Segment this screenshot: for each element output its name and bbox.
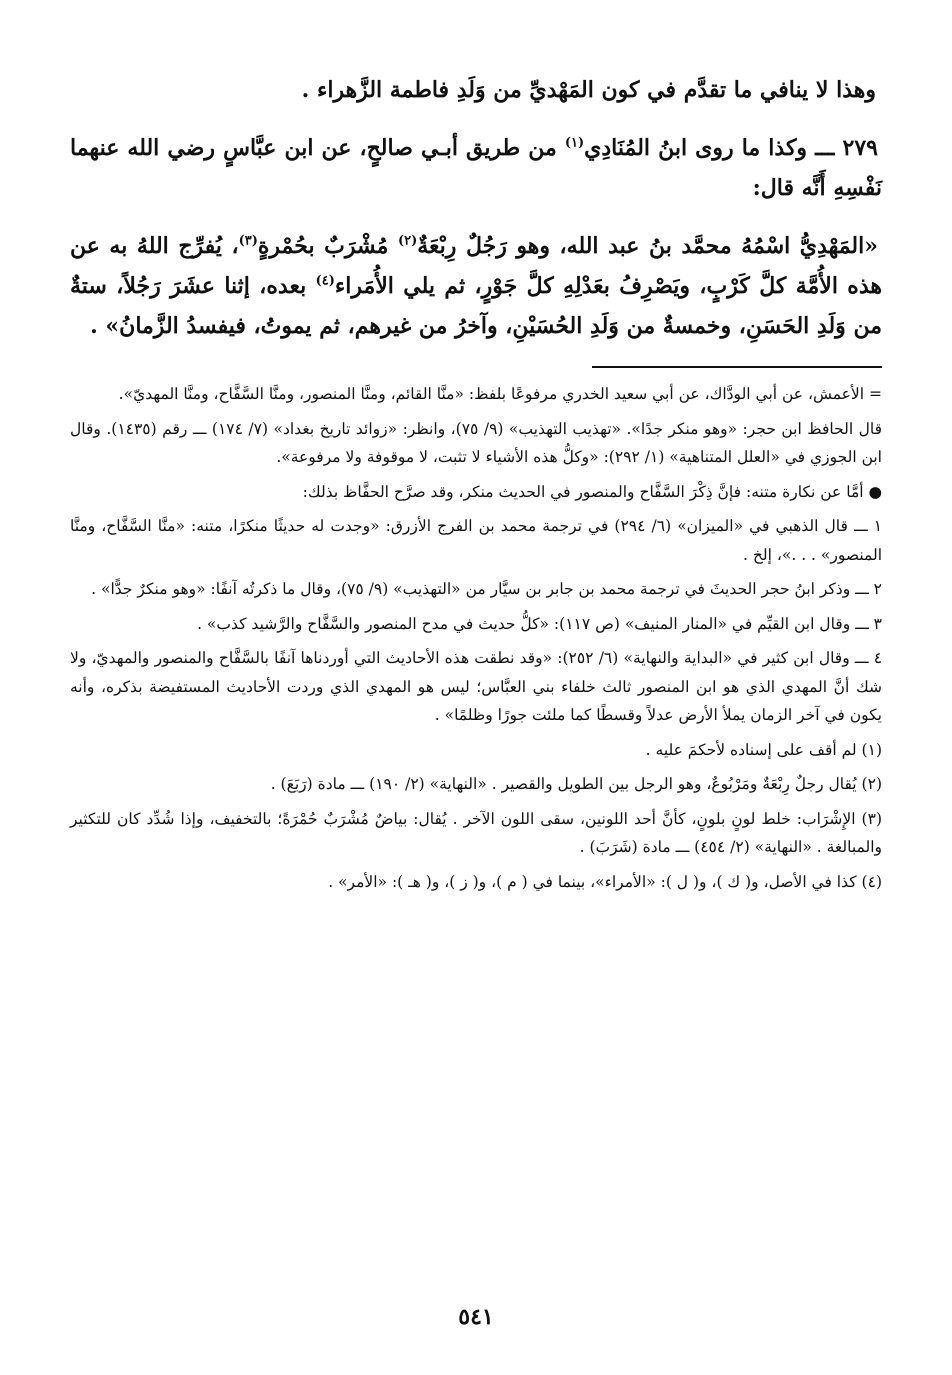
main-text — [70, 70, 882, 346]
footnote-ref-4: (٤) — [315, 273, 335, 289]
intro-paragraph: وهذا لا ينافي ما تقدَّم في كون المَهْديِّ من وَلَدِ فاطمة الزَّهراء . — [301, 77, 876, 103]
note-ibn-hajar: قال الحافظ ابن حجر: «وهو منكر جدًا». «تهذيب التهذيب» (٩/ ٧٥)، وانظر: «زوائد تاريخ بغداد» (٧/ ١٧٤) ـــ رقم (١٤٣٥). وقال ابن الجوزي في «العلل المتناهية» (١/ ٢٩٢): «وكلُّ هذه الأشياء لا تثبت، لا موقوفة ولا مرفوعة». — [70, 419, 883, 466]
footnote-separator — [592, 366, 882, 368]
footnotes — [70, 380, 882, 896]
hadith-body-part-b: مُشْرَبٌ بحُمْرةٍ — [257, 233, 398, 259]
footnote-ref-3: (٣) — [238, 233, 258, 249]
hadith-number-text: ٢٧٩ ـــ وكذا ما روى ابنُ المُنَادِي — [584, 135, 878, 161]
hadith-header-paragraph — [70, 128, 882, 208]
footnote-ref-1: (١) — [564, 135, 585, 151]
hadith-body-part-d: بعده، إثنا عشَرَ رَجُلاً، ستةٌ من وَلَدِ الحَسَنِ، وخمسةٌ من وَلَدِ الحُسَيْنِ، وآخرُ من غيرهم، ثم يموتُ، فيفسدُ الزَّمانُ» . — [70, 273, 882, 339]
note-item-2: ٢ ـــ وذكر ابنُ حجر الحديثَ في ترجمة محمد بن جابر بن سيَّار من «التهذيب» (٩/ ٧٥)، وقال ما ذكرتُه آنفًا: «وهو منكرٌ جدًّا» . — [91, 580, 882, 598]
note-item-3: ٣ ـــ وقال ابن القيِّم في «المنار المنيف» (ص ١١٧): «كلُّ حديث في مدح المنصور والسَّفَّاح والرَّشيد كذب» . — [197, 614, 882, 633]
note-item-4: ٤ ـــ وقال ابن كثير في «البداية والنهاية» (٦/ ٢٥٢): «وقد نطقت هذه الأحاديث التي أوردناها آنفًا بالسَّفَّاح والمنصور والمهديّ، ولا شك أنَّ المهدي الذي هو ابن المنصور ثالث خلفاء بني العبَّاس؛ ليس هو المهدي الذي وردت الأحاديث المستفيضة بذكره، وأنه يكون في آخر الزمان يملأ الأرض عدلاً وقسطًا كما ملئت جورًا وظلمًا» . — [70, 649, 883, 724]
hadith-body-part-c: ، يُفرِّج اللهُ به عن هذه الأُمَّة كلَّ كَرْبٍ، ويَصْرِفُ بعَدْلِهِ كلَّ جَوْرٍ، ثم يلي الأُمَراء — [70, 233, 882, 299]
footnote-ref-2: (٢) — [397, 233, 418, 249]
hadith-chain-text: من طريق أبـي صالحٍ، عن ابن عبَّاسٍ رضي الله عنهما نَفْسِهِ أَنَّه قال: — [70, 135, 882, 201]
hadith-body-paragraph — [70, 226, 882, 346]
footnote-2: (٢) يُقال رجلٌ رِبْعَةٌ ومَرْبُوعٌ، وهو الرجل بين الطويل والقصير . «النهاية» (٢/ ١٩٠) ـــ مادة (رَبَعَ) . — [270, 775, 882, 793]
hadith-body-part-a: «المَهْدِيُّ اسْمُهُ محمَّد بنُ عبد الله، وهو رَجُلٌ رِبْعَةٌ — [417, 233, 878, 259]
note-continuation: = الأعمش، عن أبي الودَّاك، عن أبي سعيد الخدري مرفوعًا بلفظ: «منَّا القائم، ومنَّا المنصور، ومنَّا السَّفَّاح، ومنَّا المهديّ». — [118, 385, 882, 403]
note-item-1: ١ ـــ قال الذهبي في «الميزان» (٦/ ٢٩٤) في ترجمة محمد بن الفرج الأزرق: «وجدت له حديثًا منكرًا، متنه: «منَّا السَّفَّاح، ومنَّا المنصور» . . .»، إلخ . — [70, 517, 883, 564]
footnote-3: (٣) الإِشْرَاب: خلط لونٍ بلونٍ، كأنَّ أحد اللونين، سقى اللون الآخر . يُقال: بياضٌ مُشْرَبٌ حُمْرَةً؛ بالتخفيف، وإذا شُدِّد كان للتكثير والمبالغة . «النهاية» (٢/ ٤٥٤) ـــ مادة (شَرَبَ) . — [70, 809, 882, 856]
footnote-4: (٤) كذا في الأصل، و( ك )، و( ل ): «الأمراء»، بينما في ( م )، و( ز )، و( هـ ): «الأمر» . — [328, 872, 882, 891]
note-matn-objection: ● أمَّا عن نكارة متنه: فإنَّ ذِكْرَ السَّفَّاح والمنصور في الحديث منكر، وقد صرَّح الحفَّاظ بذلك: — [302, 482, 882, 501]
page-number: ٥٤١ — [458, 1304, 494, 1330]
footnote-1: (١) لم أقف على إسناده لأحكمَ عليه . — [645, 740, 882, 759]
